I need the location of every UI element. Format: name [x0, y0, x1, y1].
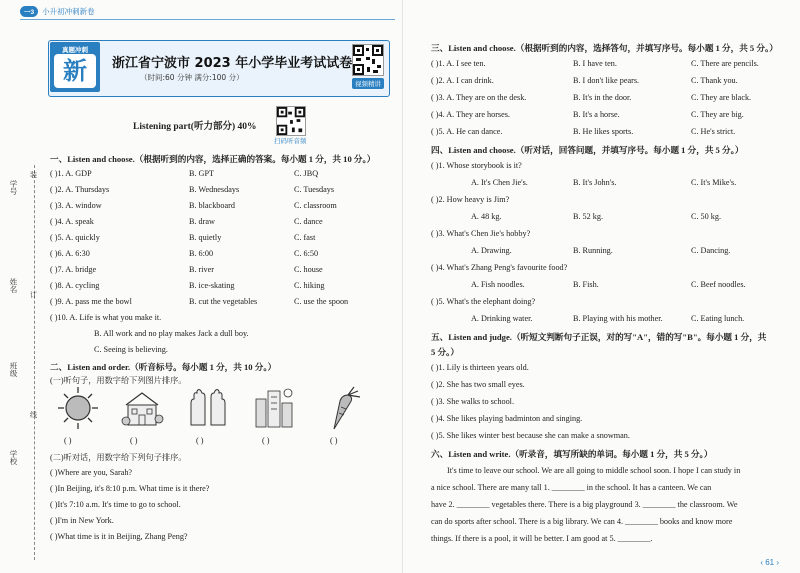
cut-line	[34, 165, 35, 560]
section-3-title: 三、Listen and choose.（根据听到的内容，选择答句，并填写序号。每小题 1 分，共 5 分。）	[431, 43, 778, 53]
s4-q5-b: B. Playing with his mother.	[573, 314, 663, 323]
s1-q8-c: C. hiking	[294, 281, 325, 290]
s4-q5-c: C. Eating lunch.	[691, 314, 745, 323]
s6-line-5: things. If there is a pool, it will be better. I am good at 5. ________.	[431, 534, 653, 543]
s1-q4-a: ( )4. A. speak	[50, 217, 94, 226]
s4-q1-b: B. It's John's.	[573, 178, 617, 187]
s1-q2-c: C. Tuesdays	[294, 185, 335, 194]
s3-q5-a: ( )5. A. He can dance.	[431, 127, 503, 136]
s3-q3-b: B. It's in the door.	[573, 93, 632, 102]
section-6-title: 六、Listen and write.（听录音，填写所缺的单词。每小题 1 分，共 5 分。）	[431, 449, 713, 459]
s3-q1-b: B. I have ten.	[573, 59, 617, 68]
section-4-title: 四、Listen and choose.（听对话，回答问题，并填写序号。每小题 1 分，共 5 分。）	[431, 145, 744, 155]
binding-mark-2: 订	[30, 291, 37, 299]
s1-q2-a: ( )2. A. Thursdays	[50, 185, 110, 194]
gutter-class: 班级	[9, 362, 18, 377]
s6-line-1: It's time to leave our school. We are all going to middle school soon. I hope I can study in	[447, 466, 741, 475]
pic-bracket-4[interactable]: ( )	[262, 436, 270, 445]
s3-q3-a: ( )3. A. They are on the desk.	[431, 93, 527, 102]
s1-q6-b: B. 6:00	[189, 249, 214, 258]
s5-item-2: ( )2. She has two small eyes.	[431, 380, 525, 389]
s1-q9-c: C. use the spoon	[294, 297, 349, 306]
s1-q10-c: C. Seeing is believing.	[94, 345, 168, 354]
s6-line-4: can do sports after school. There is a big library. We can 4. ________ books and know more	[431, 517, 733, 526]
s4-q2-b: B. 52 kg.	[573, 212, 604, 221]
section-5-title: 五、Listen and judge.（听短文判断句子正误，对的写"A"，错的写"B"。每小题 1 分，共	[431, 332, 767, 342]
s3-q5-b: B. He likes sports.	[573, 127, 634, 136]
s4-q4-c: C. Beef noodles.	[691, 280, 746, 289]
s1-q3-a: ( )3. A. window	[50, 201, 102, 210]
s4-q3: ( )3. What's Chen Jie's hobby?	[431, 229, 531, 238]
video-qr-code-icon[interactable]	[352, 44, 384, 76]
section-5-title-cont: 5 分。）	[431, 347, 459, 357]
s1-q5-b: B. quietly	[189, 233, 222, 242]
s1-q3-b: B. blackboard	[189, 201, 235, 210]
audio-qr-caption: 扫码听音频	[274, 137, 307, 145]
gutter-school: 学校	[9, 450, 18, 465]
listening-title: Listening part(听力部分) 40%	[133, 122, 257, 132]
s3-q2-b: B. I don't like pears.	[573, 76, 640, 85]
gutter-name: 姓名	[9, 278, 18, 293]
section-2-title: 二、Listen and order.（听音标号。每小题 1 分，共 10 分。）	[50, 362, 277, 372]
page-number[interactable]: ‹ 61 ›	[760, 558, 779, 567]
exam-subtitle: （时间:60 分钟 满分:100 分）	[140, 73, 244, 82]
s1-q8-b: B. ice-skating	[189, 281, 235, 290]
s5-item-5: ( )5. She likes winter best because she can make a snowman.	[431, 431, 630, 440]
logo-big-char: 新	[54, 54, 96, 88]
s1-q6-c: C. 6:50	[294, 249, 319, 258]
s3-q1-a: ( )1. A. I see ten.	[431, 59, 486, 68]
s1-q10-a: ( )10. A. Life is what you make it.	[50, 313, 162, 322]
section-2-part2: (二)听对话，用数字给下列句子排序。	[50, 453, 187, 462]
s3-q2-a: ( )2. A. I can drink.	[431, 76, 494, 85]
s1-q8-a: ( )8. A. cycling	[50, 281, 100, 290]
s2-item-1: ( )Where are you, Sarah?	[50, 468, 133, 477]
s1-q7-c: C. house	[294, 265, 323, 274]
s1-q7-b: B. river	[189, 265, 215, 274]
s3-q1-c: C. There are pencils.	[691, 59, 759, 68]
s1-q3-c: C. classroom	[294, 201, 337, 210]
series-logo	[50, 42, 100, 92]
s1-q2-b: B. Wednesdays	[189, 185, 240, 194]
s4-q1-c: C. It's Mike's.	[691, 178, 737, 187]
s5-item-3: ( )3. She walks to school.	[431, 397, 515, 406]
school-picture-icon	[120, 385, 164, 433]
pic-bracket-3[interactable]: ( )	[196, 436, 204, 445]
s4-q2-a: A. 48 kg.	[471, 212, 502, 221]
right-page	[402, 0, 800, 573]
s1-q4-b: B. draw	[189, 217, 215, 226]
s3-q3-c: C. They are black.	[691, 93, 752, 102]
s1-q1-a: ( )1. A. GDP	[50, 169, 92, 178]
s4-q4: ( )4. What's Zhang Peng's favourite food?	[431, 263, 568, 272]
s4-q3-a: A. Drawing.	[471, 246, 512, 255]
s2-item-3: ( )It's 7:10 a.m. It's time to go to school.	[50, 500, 181, 509]
carrot-picture-icon	[320, 385, 364, 433]
series-title: 小升初冲刺新卷	[42, 6, 95, 16]
s4-q4-b: B. Fish.	[573, 280, 599, 289]
s1-q1-c: C. JBQ	[294, 169, 319, 178]
s1-q9-b: B. cut the vegetables	[189, 297, 258, 306]
s1-q7-a: ( )7. A. bridge	[50, 265, 97, 274]
s4-q2: ( )2. How heavy is Jim?	[431, 195, 510, 204]
s4-q1: ( )1. Whose storybook is it?	[431, 161, 522, 170]
s4-q3-c: C. Dancing.	[691, 246, 731, 255]
s1-q5-c: C. fast	[294, 233, 316, 242]
s3-q4-a: ( )4. A. They are horses.	[431, 110, 510, 119]
s3-q4-b: B. It's a horse.	[573, 110, 620, 119]
s4-q1-a: A. It's Chen Jie's.	[471, 178, 528, 187]
s1-q10-b: B. All work and no play makes Jack a dull boy.	[94, 329, 249, 338]
top-bar	[20, 4, 95, 18]
s2-item-4: ( )I'm in New York.	[50, 516, 114, 525]
s1-q6-a: ( )6. A. 6:30	[50, 249, 90, 258]
s3-q4-c: C. They are big.	[691, 110, 744, 119]
sun-picture-icon	[56, 385, 100, 433]
s1-q1-b: B. GPT	[189, 169, 215, 178]
city-picture-icon	[252, 385, 296, 433]
binding-mark-3: 线	[30, 411, 37, 419]
series-badge: 一3	[20, 6, 38, 17]
gutter-student-id: 学号	[9, 180, 18, 195]
top-divider	[20, 19, 395, 20]
s1-q5-a: ( )5. A. quickly	[50, 233, 100, 242]
s1-q4-c: C. dance	[294, 217, 323, 226]
s1-q9-a: ( )9. A. pass me the bowl	[50, 297, 132, 306]
pic-bracket-1[interactable]: ( )	[64, 436, 72, 445]
s6-line-3: have 2. ________ vegetables there. There is a big playground 3. ________ the classroom. We	[431, 500, 738, 509]
binding-mark-1: 装	[30, 171, 37, 179]
s2-item-5: ( )What time is it in Beijing, Zhang Peng?	[50, 532, 188, 541]
hands-picture-icon	[186, 385, 230, 433]
s3-q5-c: C. He's strict.	[691, 127, 736, 136]
s5-item-4: ( )4. She likes playing badminton and singing.	[431, 414, 583, 423]
s3-q2-c: C. Thank you.	[691, 76, 738, 85]
s4-q5: ( )5. What's the elephant doing?	[431, 297, 536, 306]
s4-q4-a: A. Fish noodles.	[471, 280, 525, 289]
section-2-part1: (一)听句子，用数字给下列图片排序。	[50, 376, 187, 385]
audio-qr-code-icon[interactable]	[276, 106, 306, 136]
section-1-title: 一、Listen and choose.（根据听到的内容，选择正确的答案。每小题 1 分，共 10 分。）	[50, 154, 376, 164]
s2-item-2: ( )In Beijing, it's 8:10 p.m. What time is it there?	[50, 484, 210, 493]
s4-q5-a: A. Drinking water.	[471, 314, 533, 323]
s4-q2-c: C. 50 kg.	[691, 212, 722, 221]
logo-top-text: 真题冲刺	[62, 47, 88, 54]
exam-title: 浙江省宁波市 2023 年小学毕业考试试卷	[112, 56, 353, 71]
pic-bracket-2[interactable]: ( )	[130, 436, 138, 445]
video-caption: 视频精讲	[352, 78, 384, 89]
s5-item-1: ( )1. Lily is thirteen years old.	[431, 363, 529, 372]
s6-line-2: a nice school. There are many tall 1. ________ in the school. It has a canteen. We can	[431, 483, 712, 492]
s4-q3-b: B. Running.	[573, 246, 613, 255]
pic-bracket-5[interactable]: ( )	[330, 436, 338, 445]
